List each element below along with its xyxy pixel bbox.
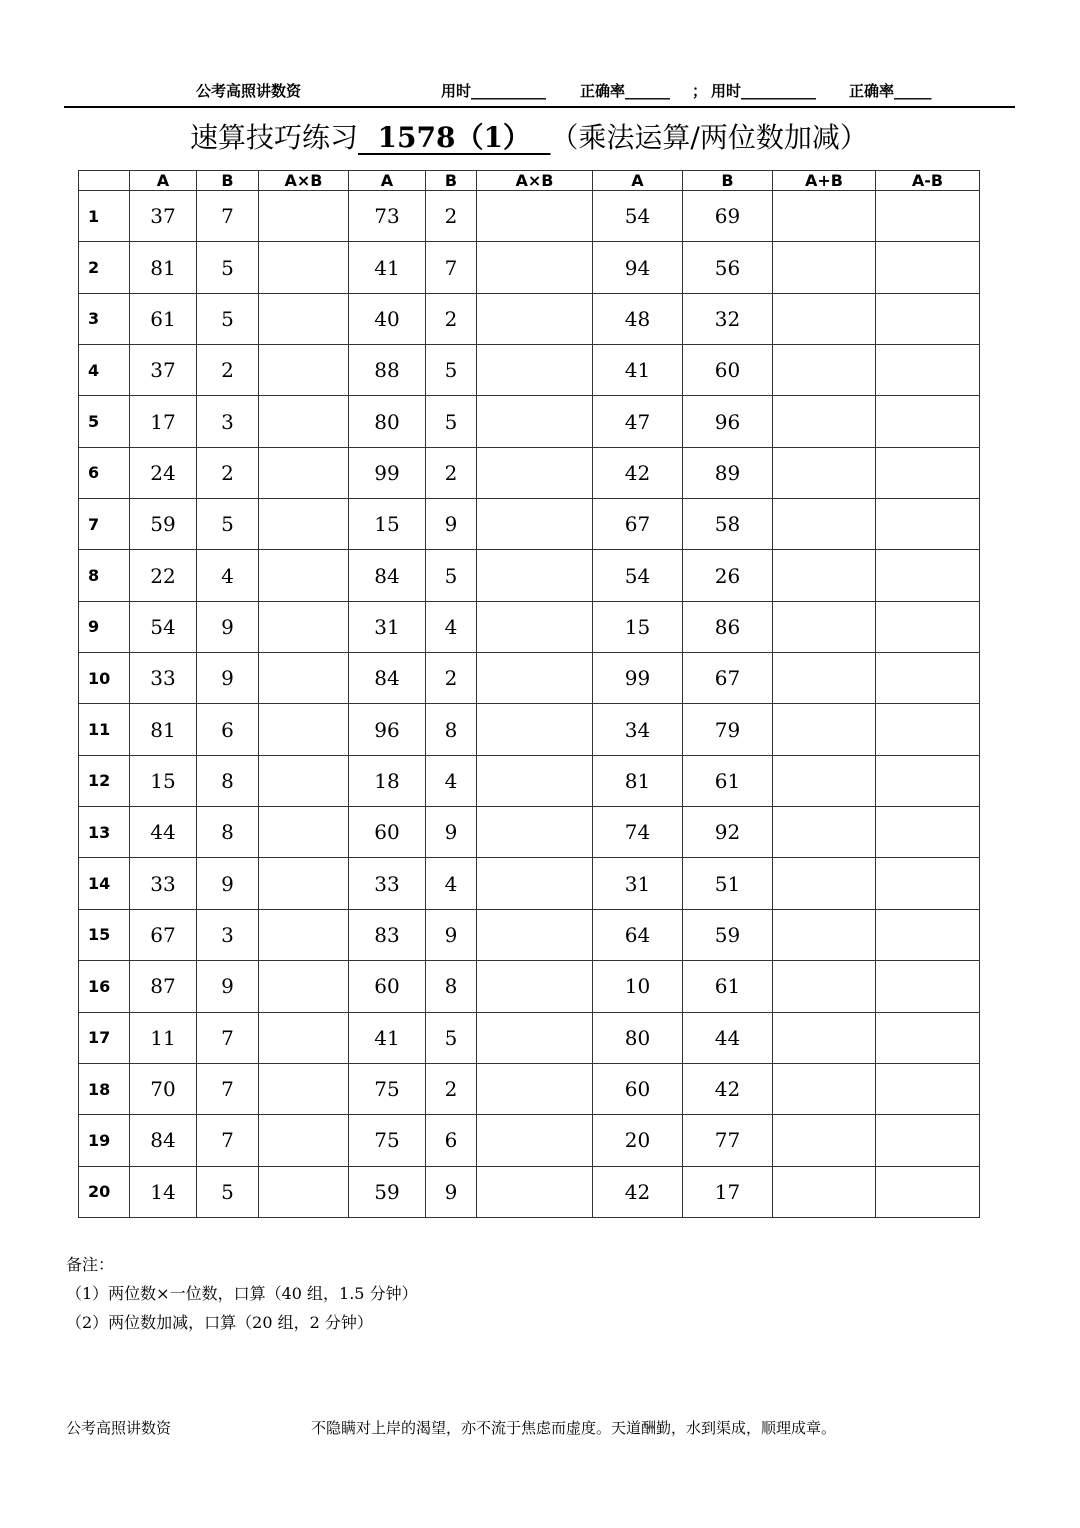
answer-cell[interactable] (259, 961, 349, 1012)
operand-cell: 9 (426, 807, 477, 858)
table-row (79, 704, 980, 755)
operand-cell: 64 (593, 909, 683, 960)
operand-cell: 3 (197, 909, 259, 960)
answer-cell[interactable] (259, 858, 349, 909)
column-header: A (130, 171, 197, 191)
table-row (79, 1063, 980, 1114)
answer-cell[interactable] (477, 858, 593, 909)
row-number: 10 (79, 653, 130, 704)
operand-cell: 74 (593, 807, 683, 858)
operand-cell: 2 (426, 447, 477, 498)
operand-cell: 81 (130, 704, 197, 755)
operand-cell: 5 (426, 1012, 477, 1063)
operand-cell: 5 (426, 550, 477, 601)
answer-cell[interactable] (259, 1012, 349, 1063)
operand-cell: 67 (593, 499, 683, 550)
operand-cell: 60 (593, 1063, 683, 1114)
operand-cell: 5 (197, 293, 259, 344)
operand-cell: 4 (197, 550, 259, 601)
operand-cell: 22 (130, 550, 197, 601)
column-header: A+B (773, 171, 876, 191)
notes-line-1: （1）两位数×一位数，口算（40 组，1.5 分钟） (66, 1284, 418, 1303)
row-number: 1 (79, 191, 130, 242)
answer-cell[interactable] (876, 396, 980, 447)
operand-cell: 6 (426, 1115, 477, 1166)
answer-cell[interactable] (773, 242, 876, 293)
operand-cell: 58 (683, 499, 773, 550)
operand-cell: 42 (593, 1166, 683, 1217)
operand-cell: 9 (197, 961, 259, 1012)
answer-cell[interactable] (773, 807, 876, 858)
answer-cell[interactable] (259, 1166, 349, 1217)
operand-cell: 73 (349, 191, 426, 242)
answer-cell[interactable] (477, 1063, 593, 1114)
answer-cell[interactable] (477, 345, 593, 396)
row-number: 14 (79, 858, 130, 909)
operand-cell: 61 (130, 293, 197, 344)
operand-cell: 5 (426, 345, 477, 396)
title-code: 1578（1） (358, 121, 551, 154)
table-row (79, 807, 980, 858)
operand-cell: 61 (683, 755, 773, 806)
column-header: B (426, 171, 477, 191)
operand-cell: 54 (593, 550, 683, 601)
operand-cell: 15 (130, 755, 197, 806)
operand-cell: 26 (683, 550, 773, 601)
notes-line-2: （2）两位数加减，口算（20 组，2 分钟） (66, 1313, 373, 1332)
operand-cell: 51 (683, 858, 773, 909)
column-header (79, 171, 130, 191)
answer-cell[interactable] (876, 807, 980, 858)
answer-cell[interactable] (477, 909, 593, 960)
table-row (79, 653, 980, 704)
answer-cell[interactable] (876, 704, 980, 755)
operand-cell: 5 (426, 396, 477, 447)
answer-cell[interactable] (876, 653, 980, 704)
operand-cell: 54 (593, 191, 683, 242)
answer-cell[interactable] (477, 293, 593, 344)
operand-cell: 84 (349, 653, 426, 704)
operand-cell: 83 (349, 909, 426, 960)
operand-cell: 33 (130, 653, 197, 704)
operand-cell: 81 (130, 242, 197, 293)
operand-cell: 5 (197, 499, 259, 550)
operand-cell: 2 (426, 191, 477, 242)
answer-cell[interactable] (876, 1166, 980, 1217)
operand-cell: 4 (426, 601, 477, 652)
answer-cell[interactable] (773, 447, 876, 498)
operand-cell: 80 (349, 396, 426, 447)
operand-cell: 48 (593, 293, 683, 344)
operand-cell: 7 (197, 1063, 259, 1114)
answer-cell[interactable] (259, 909, 349, 960)
header-separator: ； (692, 82, 708, 100)
operand-cell: 88 (349, 345, 426, 396)
answer-cell[interactable] (773, 704, 876, 755)
table-row (79, 1012, 980, 1063)
table-row (79, 345, 980, 396)
operand-cell: 24 (130, 447, 197, 498)
row-number: 17 (79, 1012, 130, 1063)
answer-cell[interactable] (477, 1115, 593, 1166)
operand-cell: 37 (130, 345, 197, 396)
notes-title: 备注： (66, 1255, 115, 1274)
answer-cell[interactable] (773, 961, 876, 1012)
operand-cell: 33 (349, 858, 426, 909)
answer-cell[interactable] (477, 704, 593, 755)
answer-cell[interactable] (876, 499, 980, 550)
footer-source: 公考高照讲数资 (66, 1419, 172, 1437)
operand-cell: 5 (197, 242, 259, 293)
operand-cell: 99 (593, 653, 683, 704)
answer-cell[interactable] (773, 293, 876, 344)
operand-cell: 7 (197, 1115, 259, 1166)
header-divider (64, 106, 1015, 108)
answer-cell[interactable] (773, 858, 876, 909)
answer-cell[interactable] (477, 242, 593, 293)
title-subtitle: （乘法运算/两位数加减） (550, 121, 868, 154)
answer-cell[interactable] (876, 191, 980, 242)
row-number: 6 (79, 447, 130, 498)
answer-cell[interactable] (259, 191, 349, 242)
answer-cell[interactable] (876, 858, 980, 909)
operand-cell: 60 (349, 961, 426, 1012)
header-accuracy-1: 正确率______ (580, 82, 671, 100)
operand-cell: 7 (197, 1012, 259, 1063)
table-row (79, 1166, 980, 1217)
answer-cell[interactable] (876, 345, 980, 396)
header-accuracy-2: 正确率_____ (849, 82, 932, 100)
answer-cell[interactable] (773, 755, 876, 806)
operand-cell: 44 (130, 807, 197, 858)
table-row (79, 601, 980, 652)
title-main: 速算技巧练习 (190, 121, 359, 154)
operand-cell: 96 (349, 704, 426, 755)
row-number: 3 (79, 293, 130, 344)
operand-cell: 14 (130, 1166, 197, 1217)
operand-cell: 61 (683, 961, 773, 1012)
row-number: 16 (79, 961, 130, 1012)
operand-cell: 70 (130, 1063, 197, 1114)
answer-cell[interactable] (773, 653, 876, 704)
operand-cell: 60 (683, 345, 773, 396)
notes (66, 1250, 418, 1337)
operand-cell: 15 (593, 601, 683, 652)
operand-cell: 41 (349, 1012, 426, 1063)
column-header: A (593, 171, 683, 191)
operand-cell: 17 (683, 1166, 773, 1217)
answer-cell[interactable] (477, 755, 593, 806)
header-source: 公考高照讲数资 (196, 82, 302, 100)
operand-cell: 8 (197, 807, 259, 858)
answer-cell[interactable] (259, 653, 349, 704)
table-row (79, 293, 980, 344)
operand-cell: 67 (130, 909, 197, 960)
practice-table (78, 170, 980, 1218)
operand-cell: 41 (349, 242, 426, 293)
answer-cell[interactable] (773, 345, 876, 396)
answer-cell[interactable] (876, 293, 980, 344)
header-bar (0, 80, 1080, 104)
answer-cell[interactable] (773, 191, 876, 242)
table-row (79, 242, 980, 293)
answer-cell[interactable] (876, 909, 980, 960)
table-row (79, 755, 980, 806)
operand-cell: 34 (593, 704, 683, 755)
row-number: 11 (79, 704, 130, 755)
table-row (79, 909, 980, 960)
column-header: A×B (259, 171, 349, 191)
answer-cell[interactable] (259, 499, 349, 550)
row-number: 7 (79, 499, 130, 550)
answer-cell[interactable] (773, 909, 876, 960)
row-number: 8 (79, 550, 130, 601)
operand-cell: 75 (349, 1115, 426, 1166)
operand-cell: 7 (197, 191, 259, 242)
operand-cell: 42 (593, 447, 683, 498)
operand-cell: 5 (197, 1166, 259, 1217)
operand-cell: 8 (426, 704, 477, 755)
answer-cell[interactable] (876, 1115, 980, 1166)
operand-cell: 2 (197, 447, 259, 498)
operand-cell: 59 (683, 909, 773, 960)
row-number: 9 (79, 601, 130, 652)
row-number: 19 (79, 1115, 130, 1166)
answer-cell[interactable] (477, 1012, 593, 1063)
answer-cell[interactable] (477, 499, 593, 550)
answer-cell[interactable] (259, 550, 349, 601)
answer-cell[interactable] (773, 396, 876, 447)
operand-cell: 8 (197, 755, 259, 806)
operand-cell: 81 (593, 755, 683, 806)
footer-motto: 不隐瞒对上岸的渴望，亦不流于焦虑而虚度。天道酬勤，水到渠成，顺理成章。 (311, 1419, 837, 1437)
answer-cell[interactable] (259, 1063, 349, 1114)
table-row (79, 550, 980, 601)
operand-cell: 79 (683, 704, 773, 755)
operand-cell: 69 (683, 191, 773, 242)
operand-cell: 54 (130, 601, 197, 652)
operand-cell: 2 (426, 653, 477, 704)
operand-cell: 75 (349, 1063, 426, 1114)
operand-cell: 6 (197, 704, 259, 755)
header-time-2: 用时__________ (711, 82, 817, 100)
operand-cell: 9 (426, 909, 477, 960)
operand-cell: 84 (130, 1115, 197, 1166)
operand-cell: 10 (593, 961, 683, 1012)
row-number: 2 (79, 242, 130, 293)
table-row (79, 1115, 980, 1166)
operand-cell: 31 (349, 601, 426, 652)
answer-cell[interactable] (773, 499, 876, 550)
operand-cell: 40 (349, 293, 426, 344)
answer-cell[interactable] (259, 704, 349, 755)
operand-cell: 89 (683, 447, 773, 498)
answer-cell[interactable] (259, 396, 349, 447)
row-number: 5 (79, 396, 130, 447)
row-number: 4 (79, 345, 130, 396)
row-number: 20 (79, 1166, 130, 1217)
column-header: B (683, 171, 773, 191)
answer-cell[interactable] (773, 1063, 876, 1114)
operand-cell: 84 (349, 550, 426, 601)
column-header: A (349, 171, 426, 191)
operand-cell: 60 (349, 807, 426, 858)
operand-cell: 92 (683, 807, 773, 858)
operand-cell: 8 (426, 961, 477, 1012)
operand-cell: 44 (683, 1012, 773, 1063)
operand-cell: 87 (130, 961, 197, 1012)
operand-cell: 9 (426, 1166, 477, 1217)
answer-cell[interactable] (477, 396, 593, 447)
operand-cell: 2 (426, 293, 477, 344)
row-number: 15 (79, 909, 130, 960)
answer-cell[interactable] (477, 447, 593, 498)
operand-cell: 86 (683, 601, 773, 652)
operand-cell: 96 (683, 396, 773, 447)
operand-cell: 18 (349, 755, 426, 806)
answer-cell[interactable] (876, 601, 980, 652)
table-row (79, 858, 980, 909)
answer-cell[interactable] (477, 653, 593, 704)
operand-cell: 77 (683, 1115, 773, 1166)
answer-cell[interactable] (773, 550, 876, 601)
answer-cell[interactable] (876, 447, 980, 498)
operand-cell: 37 (130, 191, 197, 242)
operand-cell: 31 (593, 858, 683, 909)
row-number: 13 (79, 807, 130, 858)
operand-cell: 11 (130, 1012, 197, 1063)
answer-cell[interactable] (876, 242, 980, 293)
answer-cell[interactable] (259, 601, 349, 652)
table-row (79, 191, 980, 242)
answer-cell[interactable] (477, 601, 593, 652)
answer-cell[interactable] (876, 1012, 980, 1063)
answer-cell[interactable] (477, 807, 593, 858)
operand-cell: 9 (197, 858, 259, 909)
answer-cell[interactable] (477, 1166, 593, 1217)
operand-cell: 2 (426, 1063, 477, 1114)
table-row (79, 396, 980, 447)
answer-cell[interactable] (477, 191, 593, 242)
operand-cell: 56 (683, 242, 773, 293)
header-time-1: 用时__________ (441, 82, 547, 100)
answer-cell[interactable] (876, 961, 980, 1012)
answer-cell[interactable] (477, 550, 593, 601)
row-number: 18 (79, 1063, 130, 1114)
table-header-row (79, 171, 980, 191)
operand-cell: 67 (683, 653, 773, 704)
column-header: A×B (477, 171, 593, 191)
operand-cell: 17 (130, 396, 197, 447)
answer-cell[interactable] (477, 961, 593, 1012)
operand-cell: 20 (593, 1115, 683, 1166)
answer-cell[interactable] (773, 601, 876, 652)
column-header: B (197, 171, 259, 191)
operand-cell: 42 (683, 1063, 773, 1114)
operand-cell: 3 (197, 396, 259, 447)
operand-cell: 99 (349, 447, 426, 498)
answer-cell[interactable] (259, 447, 349, 498)
operand-cell: 47 (593, 396, 683, 447)
operand-cell: 15 (349, 499, 426, 550)
answer-cell[interactable] (773, 1166, 876, 1217)
answer-cell[interactable] (773, 1115, 876, 1166)
table-row (79, 961, 980, 1012)
operand-cell: 2 (197, 345, 259, 396)
operand-cell: 32 (683, 293, 773, 344)
operand-cell: 4 (426, 755, 477, 806)
operand-cell: 7 (426, 242, 477, 293)
operand-cell: 9 (426, 499, 477, 550)
operand-cell: 59 (349, 1166, 426, 1217)
answer-cell[interactable] (259, 242, 349, 293)
page-title (190, 116, 868, 156)
answer-cell[interactable] (876, 1063, 980, 1114)
row-number: 12 (79, 755, 130, 806)
operand-cell: 9 (197, 601, 259, 652)
answer-cell[interactable] (259, 345, 349, 396)
operand-cell: 94 (593, 242, 683, 293)
answer-cell[interactable] (259, 755, 349, 806)
operand-cell: 33 (130, 858, 197, 909)
answer-cell[interactable] (259, 293, 349, 344)
operand-cell: 41 (593, 345, 683, 396)
table-row (79, 447, 980, 498)
table-row (79, 499, 980, 550)
operand-cell: 4 (426, 858, 477, 909)
column-header: A-B (876, 171, 980, 191)
answer-cell[interactable] (259, 807, 349, 858)
answer-cell[interactable] (773, 1012, 876, 1063)
answer-cell[interactable] (876, 550, 980, 601)
answer-cell[interactable] (259, 1115, 349, 1166)
operand-cell: 80 (593, 1012, 683, 1063)
answer-cell[interactable] (876, 755, 980, 806)
operand-cell: 9 (197, 653, 259, 704)
operand-cell: 59 (130, 499, 197, 550)
